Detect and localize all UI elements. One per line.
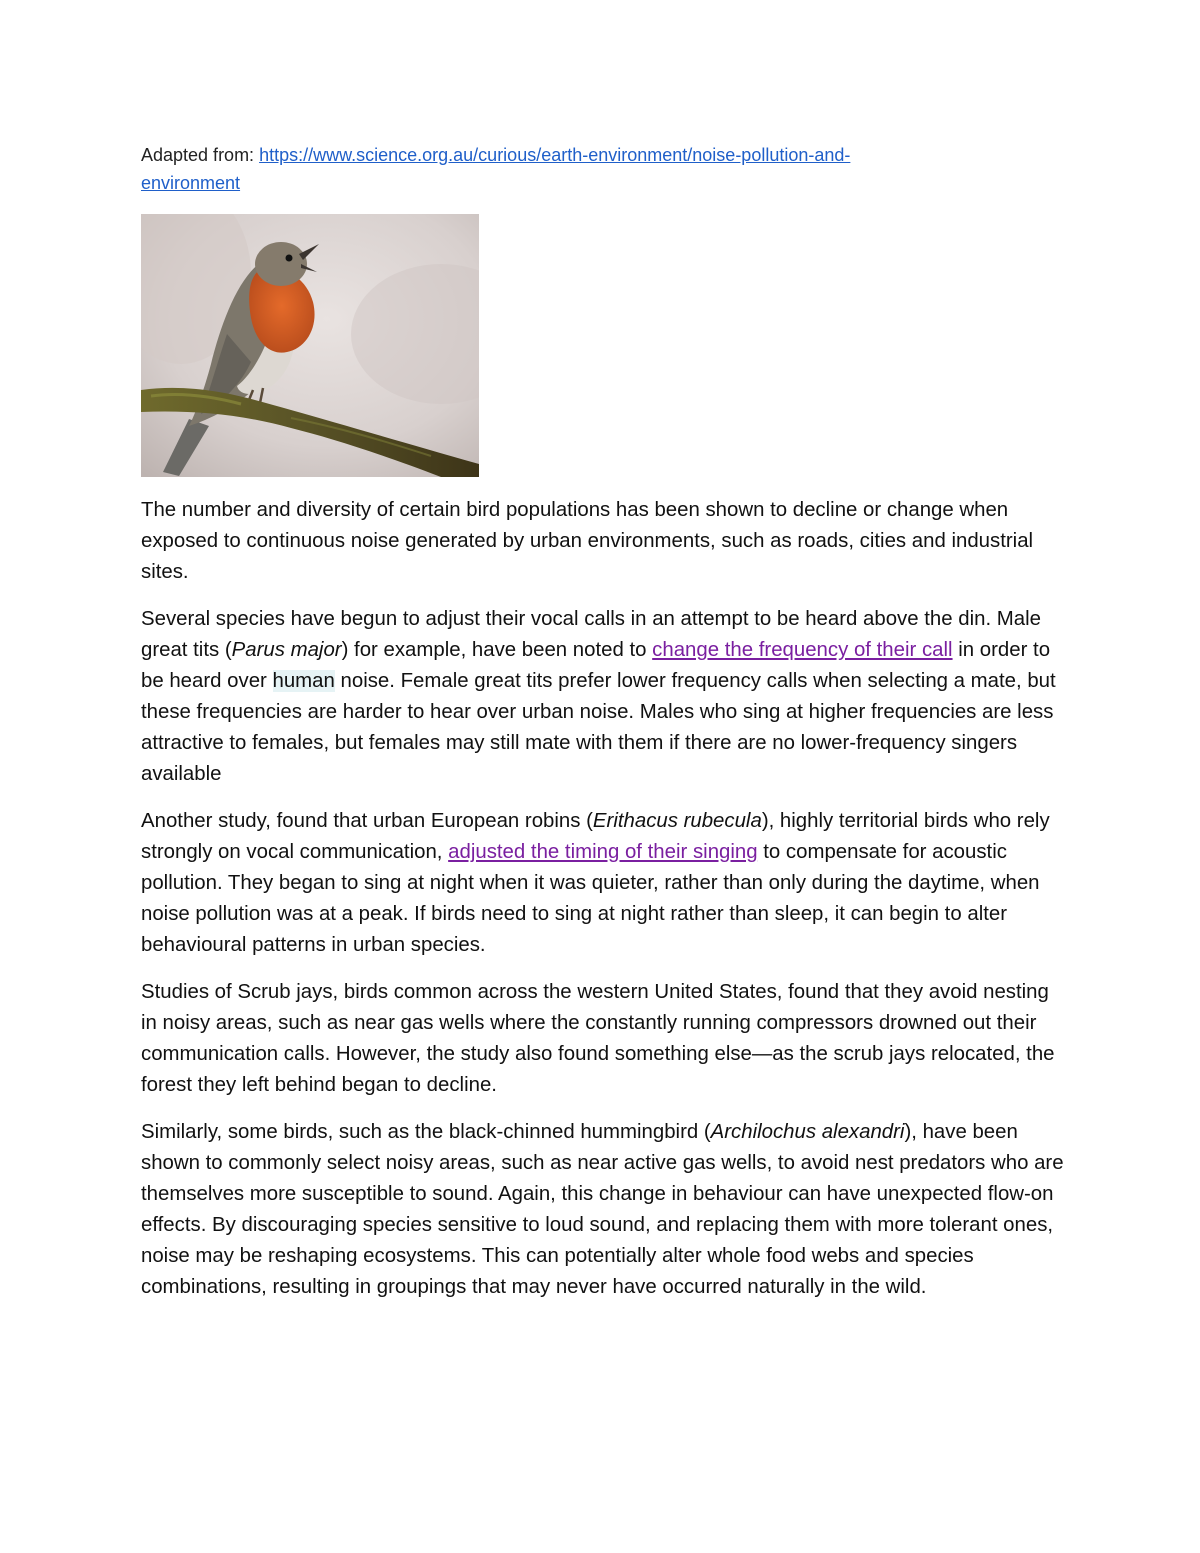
species-parus-major: Parus major (231, 639, 342, 661)
source-attribution (141, 141, 1041, 197)
paragraph-3 (141, 806, 1066, 961)
paragraph-1-text: The number and diversity of certain bird populations has been shown to decline or change when exposed to continuous noise generated by urban environments, such as roads, cities and industrial sites. (141, 499, 1034, 583)
paragraph-2 (141, 604, 1066, 790)
source-link-part1: https://www.science.org.au/curious/earth-environment/noise-pollution-and- (259, 145, 851, 165)
source-link-part2: environment (141, 173, 241, 193)
paragraph-4 (141, 977, 1066, 1101)
article-body (141, 495, 1066, 1319)
p2-text-4: noise. Female great tits prefer lower frequency calls when selecting a mate, but these frequencies are harder to hear over urban noise. Males who sing at higher frequencies are less attractive to females, but females may still mate with them if there are no lower-frequency singers available (141, 670, 1056, 785)
p2-text-2: ) for example, have been noted to (341, 639, 653, 661)
p3-text-3: to compensate for acoustic pollution. They began to sing at night when it was quieter, rather than only during the daytime, when noise pollution was at a peak. If birds need to sing at night rather than sleep, it can begin to alter behavioural patterns in urban species. (141, 841, 1040, 956)
link-adjusted-timing[interactable]: adjusted the timing of their singing (448, 841, 758, 863)
paragraph-5 (141, 1117, 1066, 1303)
p2-text-3: in order to be heard over (141, 639, 1051, 692)
p5-text-2: ), have been shown to commonly select noisy areas, such as near active gas wells, to avoid nest predators who are themselves more susceptible to sound. Again, this change in behaviour can have unexpected flow-on effects. By discouraging species sensitive to loud sound, and replacing them with more tolerant ones, noise may be reshaping ecosystems. This can potentially alter whole food webs and species combinations, resulting in groupings that may never have occurred naturally in the wild. (141, 1121, 1064, 1298)
source-label: Adapted from: (141, 145, 260, 165)
link-change-frequency[interactable]: change the frequency of their call (652, 639, 953, 661)
p3-text-1: Another study, found that urban European robins ( (141, 810, 593, 832)
p5-text-1: Similarly, some birds, such as the black-chinned hummingbird ( (141, 1121, 711, 1143)
paragraph-1 (141, 495, 1066, 588)
species-erithacus-rubecula: Erithacus rubecula (592, 810, 762, 832)
highlighted-word-human: human (272, 670, 335, 692)
robin-photo (141, 214, 479, 477)
species-archilochus-alexandri: Archilochus alexandri (710, 1121, 905, 1143)
p3-text-2: ), highly territorial birds who rely strongly on vocal communication, (141, 810, 1050, 863)
p2-text-1: Several species have begun to adjust their vocal calls in an attempt to be heard above the din. Male great tits ( (141, 608, 1042, 661)
paragraph-4-text: Studies of Scrub jays, birds common across the western United States, found that they avoid nesting in noisy areas, such as near gas wells where the constantly running compressors drowned out their communication calls. However, the study also found something else—as the scrub jays relocated, the forest they left behind began to decline. (141, 981, 1055, 1096)
